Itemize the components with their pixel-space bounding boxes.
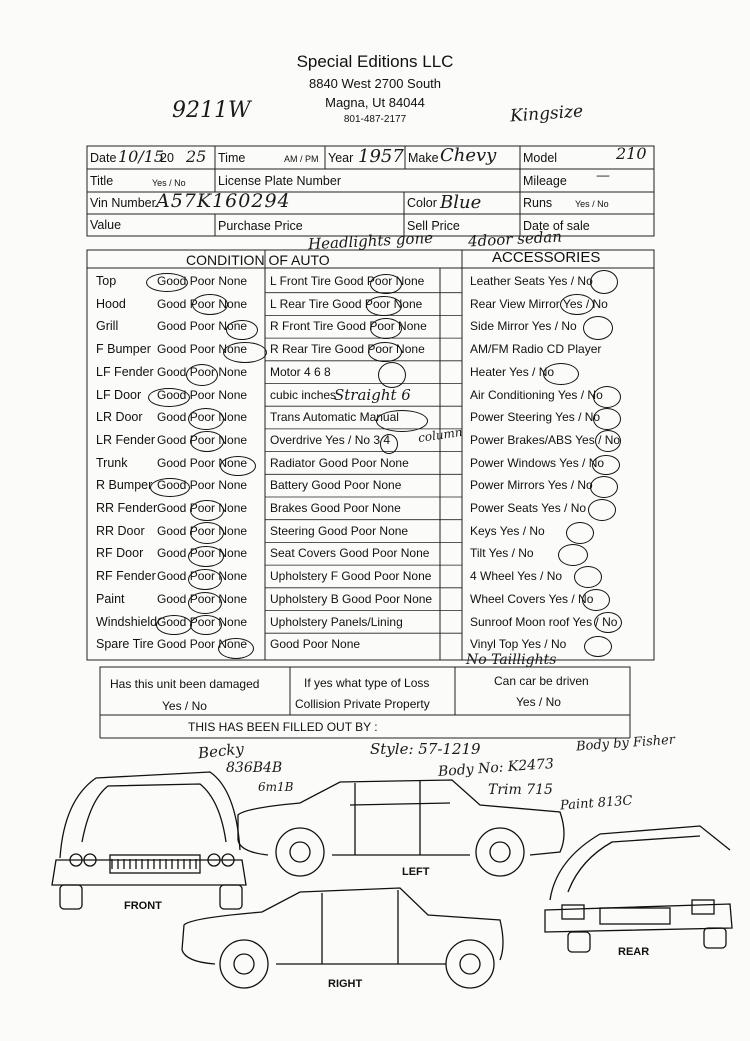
condition-options: Good Poor None <box>157 410 248 425</box>
company-address: 8840 West 2700 South <box>308 76 442 91</box>
label-value: Value <box>90 218 122 232</box>
hw-body-no: Body No: K2473 <box>437 755 555 781</box>
condition-label: RR Door <box>96 523 145 538</box>
condition-options: Good Poor None <box>157 637 248 652</box>
label-purchase: Purchase Price <box>218 219 303 233</box>
hw-vin: A57K160294 <box>156 190 291 212</box>
accessory-item: Sunroof Moon roof Yes / No <box>470 614 618 629</box>
condition-options: Good Poor None <box>157 364 248 379</box>
condition-options: Good Poor None <box>157 387 248 402</box>
view-label-right: RIGHT <box>328 978 363 990</box>
label-filled-by: THIS HAS BEEN FILLED OUT BY : <box>188 720 378 734</box>
label-damaged-yesno: Yes / No <box>162 699 207 713</box>
note-kingsize: Kingsize <box>509 101 584 127</box>
hw-date-year: 25 <box>186 147 207 166</box>
condition-label: RF Door <box>96 546 144 561</box>
condition-label: Spare Tire <box>96 637 154 652</box>
condition-label: LF Fender <box>96 364 154 379</box>
mechanical-item: L Front Tire Good Poor None <box>270 274 425 288</box>
condition-label: Grill <box>96 319 119 334</box>
label-model: Model <box>523 151 558 165</box>
mechanical-item: Upholstery F Good Poor None <box>270 569 432 584</box>
car-left-view <box>238 780 564 876</box>
hw-body-by: Body by Fisher <box>575 732 676 755</box>
mechanical-item: Seat Covers Good Poor None <box>270 546 430 561</box>
hw-style: 4door sedan <box>467 227 563 251</box>
mechanical-item: Trans Automatic Manual <box>270 410 399 425</box>
hw-year: 1957 <box>358 146 404 167</box>
condition-label: F Bumper <box>96 342 151 357</box>
label-year: Year <box>328 151 354 165</box>
mechanical-item: Good Poor None <box>270 637 361 652</box>
condition-options: Good Poor None <box>157 432 248 447</box>
condition-options: Good Poor None <box>157 523 248 538</box>
hw-code-1: 836B4B <box>226 760 283 776</box>
accessory-item: Leather Seats Yes / No <box>470 274 593 288</box>
accessory-item: Tilt Yes / No <box>470 546 534 561</box>
label-title-yesno: Yes / No <box>152 178 186 188</box>
mechanical-item: Overdrive Yes / No 3 4 <box>270 432 391 447</box>
accessory-item: Side Mirror Yes / No <box>470 319 577 334</box>
condition-label: Windshield <box>96 614 158 629</box>
accessory-item: 4 Wheel Yes / No <box>470 569 563 584</box>
hw-no-taillights: No Taillights <box>466 652 557 668</box>
hw-cubic: Straight 6 <box>334 386 411 404</box>
car-front-view <box>52 772 246 909</box>
mechanical-item: Upholstery B Good Poor None <box>270 591 433 606</box>
condition-options: Good Poor None <box>157 501 248 515</box>
hw-column: column <box>417 424 464 446</box>
condition-label: RF Fender <box>96 569 156 584</box>
company-phone: 801-487-2177 <box>343 114 407 125</box>
label-loss-options: Collision Private Property <box>295 697 430 711</box>
condition-options: Good Poor None <box>157 591 248 606</box>
accessories-header: ACCESSORIES <box>492 249 601 266</box>
hw-trim: Trim 715 <box>488 782 553 798</box>
condition-label: Top <box>96 274 117 288</box>
hw-date-month: 10/15 <box>118 147 165 166</box>
condition-options: Good Poor None <box>157 342 248 357</box>
label-title: Title <box>90 174 114 188</box>
label-mileage: Mileage <box>523 174 567 188</box>
condition-options: Good Poor None <box>157 455 248 470</box>
view-label-front: FRONT <box>124 900 162 912</box>
label-driven: Can car be driven <box>494 674 589 688</box>
mechanical-item: cubic inches <box>270 387 337 402</box>
hw-filled-by: Becky <box>197 739 245 763</box>
condition-options: Good Poor None <box>157 274 248 288</box>
accessory-item: Vinyl Top Yes / No <box>470 637 567 652</box>
accessory-item: Rear View Mirror Yes / No <box>470 296 608 311</box>
hw-headlights: Headlights gone <box>307 228 434 254</box>
label-time: Time <box>218 151 246 165</box>
label-runs: Runs <box>523 196 553 210</box>
accessory-item: Power Steering Yes / No <box>470 410 601 425</box>
label-runs-yesno: Yes / No <box>575 199 609 209</box>
stock-number: 9211W <box>172 98 251 123</box>
mechanical-item: Motor 4 6 8 <box>270 364 331 379</box>
hw-code-2: 6m1B <box>258 780 294 794</box>
condition-options: Good Poor None <box>157 546 248 561</box>
hw-paint-code: Paint 813C <box>559 793 633 814</box>
company-name: Special Editions LLC <box>296 52 454 71</box>
hw-make: Chevy <box>440 145 497 166</box>
accessory-item: Keys Yes / No <box>470 523 545 538</box>
mechanical-item: Battery Good Poor None <box>270 478 402 493</box>
label-vin: Vin Number <box>90 196 156 210</box>
label-plate: License Plate Number <box>218 174 341 188</box>
hw-color: Blue <box>440 192 482 213</box>
mechanical-item: R Rear Tire Good Poor None <box>270 342 425 357</box>
mechanical-item: Steering Good Poor None <box>270 523 409 538</box>
accessory-item: Power Brakes/ABS Yes / No <box>470 432 621 447</box>
label-make: Make <box>408 151 439 165</box>
condition-label: LR Fender <box>96 432 156 447</box>
condition-options: Good Poor None <box>157 614 248 629</box>
label-loss: If yes what type of Loss <box>304 676 430 690</box>
mechanical-item: Radiator Good Poor None <box>270 455 409 470</box>
accessory-item: Power Seats Yes / No <box>470 501 587 515</box>
label-driven-yesno: Yes / No <box>516 695 561 709</box>
accessory-item: Power Windows Yes / No <box>470 455 605 470</box>
label-damaged: Has this unit been damaged <box>110 677 260 691</box>
mechanical-item: R Front Tire Good Poor None <box>270 319 427 334</box>
accessory-item: AM/FM Radio CD Player <box>470 342 602 357</box>
view-label-rear: REAR <box>618 946 650 958</box>
condition-label: Hood <box>96 296 126 311</box>
company-city: Magna, Ut 84044 <box>325 95 425 110</box>
hw-style-no: Style: 57-1219 <box>370 740 481 758</box>
accessory-item: Power Mirrors Yes / No <box>470 478 593 493</box>
mechanical-item: Upholstery Panels/Lining <box>270 614 403 629</box>
label-date-of-sale: Date of sale <box>523 219 590 233</box>
label-ampm: AM / PM <box>284 154 319 164</box>
mechanical-item: Brakes Good Poor None <box>270 501 401 515</box>
condition-label: RR Fender <box>96 501 158 515</box>
car-rear-view <box>545 826 732 952</box>
condition-label: LR Door <box>96 410 143 425</box>
label-sell: Sell Price <box>407 219 460 233</box>
label-date: Date <box>90 151 117 165</box>
label-date-year: 20 <box>160 151 174 165</box>
condition-options: Good Poor None <box>157 569 248 584</box>
mechanical-item: L Rear Tire Good Poor None <box>270 296 423 311</box>
accessory-item: Wheel Covers Yes / No <box>470 591 594 606</box>
condition-header: CONDITION OF AUTO <box>186 252 330 268</box>
label-color: Color <box>407 196 437 210</box>
view-label-left: LEFT <box>402 866 430 878</box>
hw-mileage: — <box>596 168 610 184</box>
accessory-item: Air Conditioning Yes / No <box>470 387 603 402</box>
condition-label: LF Door <box>96 387 142 402</box>
condition-options: Good Poor None <box>157 319 248 334</box>
car-right-view <box>182 888 503 988</box>
condition-label: R Bumper <box>96 478 153 493</box>
condition-label: Trunk <box>96 455 128 470</box>
accessory-item: Heater Yes / No <box>470 364 555 379</box>
condition-options: Good Poor None <box>157 478 248 493</box>
hw-model: 210 <box>616 144 647 163</box>
condition-label: Paint <box>96 591 125 606</box>
condition-options: Good Poor None <box>157 296 248 311</box>
